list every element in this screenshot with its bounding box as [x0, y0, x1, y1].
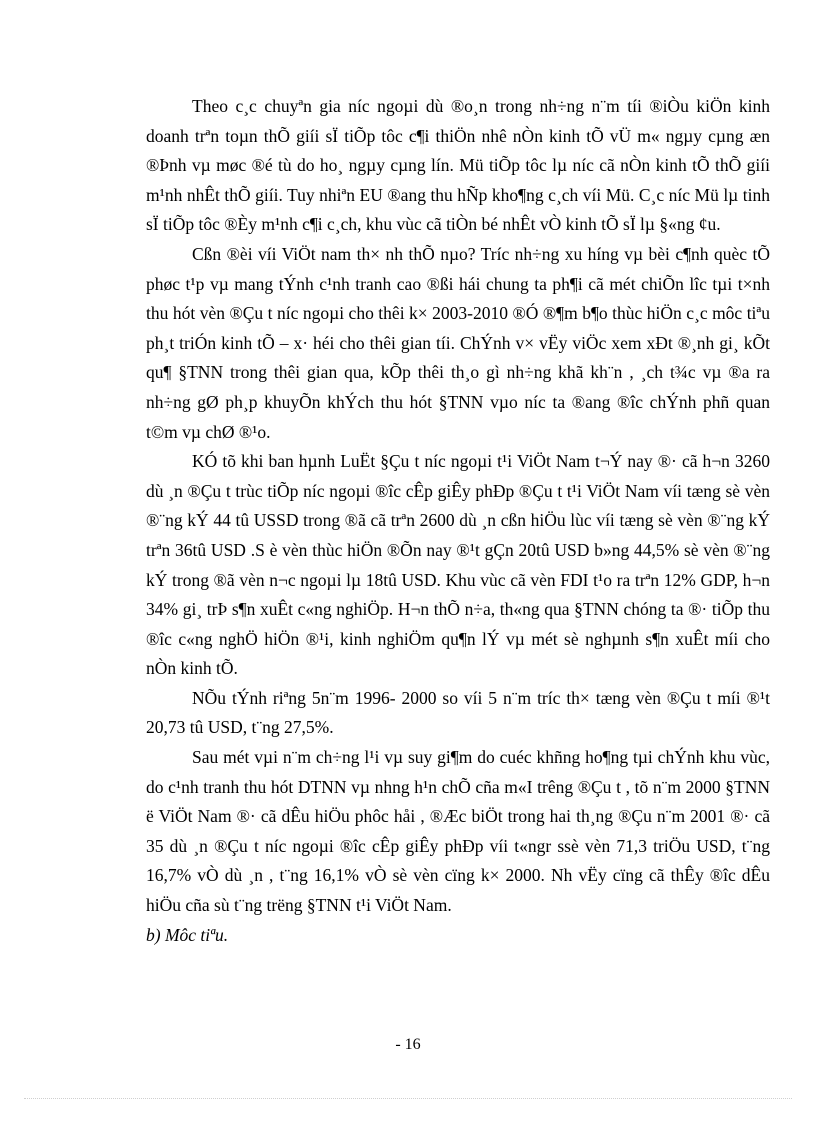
paragraph-recovery: Sau mét vµi n¨m ch÷ng l¹i vµ suy gi¶m do cuéc khñng ho¶ng tµi chÝnh khu vùc, do c¹nh tranh thu hót DTNN vµ nhng h¹n chÕ cña m«I trêng ®Çu t , tõ n¨m 2000 §TNN ë ViÖt Nam ®· cã dÊu hiÖu phôc håi , ®Æc biÖt trong hai th¸ng ®Çu n¨m 2001 ®· cã 35 dù ¸n ®Çu t níc ngoµi ®îc cÊp giÊy phÐp víi t«ngr ssè vèn 71,3 triÖu USD, t¨ng 16,7% vÒ dù ¸n , t¨ng 16,1% vÒ sè vèn cïng k× 2000. Nh vËy cïng cã thÊy ®îc dÊu hiÖu cña sù t¨ng trëng §TNN t¹i ViÖt Nam.	[146, 747, 770, 916]
paragraph-five-year: NÕu tÝnh riªng 5n¨m 1996- 2000 so víi 5 n¨m tríc th× tæng vèn ®Çu t míi ®¹t 20,73 tû USD, t¨ng 27,5%.	[146, 687, 770, 738]
paragraph-vietnam-context: Cßn ®èi víi ViÖt nam th× nh thÕ nµo? Tríc nh÷ng xu híng vµ bèi c¶nh quèc tÕ phøc t¹p vµ mang tÝnh c¹nh tranh cao ®ßi hái chung ta ph¶i cã mét chiÕn lîc tµi t×nh thu hót vèn ®Çu t níc ngoµi cho thêi k× 2003-2010 ®Ó ®¶m b¶o thùc hiÖn c¸c môc tiªu ph¸t triÓn kinh tÕ – x· héi cho thêi gian tíi. ChÝnh v× vËy viÖc xem xÐt ®¸nh gi¸ kÕt qu¶ §TNN trong thêi gian qua, kÕp thêi th¸o gì nh÷ng khã kh¨n , ¸ch t¾c vµ ®a ra nh÷ng gØ ph¸p khuyÕn khÝch thu hót §TNN vµo níc ta ®ang ®îc chÝnh phñ quan t©m vµ chØ ®¹o.	[146, 243, 770, 442]
page-number: - 16	[395, 1036, 421, 1053]
paragraph-outlook: Theo c¸c chuyªn gia níc ngoµi dù ®o¸n trong nh÷ng n¨m tíi ®iÒu kiÖn kinh doanh trªn toµn thÕ giíi sÏ tiÕp tôc c¶i thiÖn nhê nÒn kinh tÕ vÜ m« ngµy cµng æn ®Þnh vµ møc ®é tù do ho¸ ngµy cµng lín. Mü tiÕp tôc lµ níc cã nÒn kinh tÕ thÕ giíi m¹nh nhÊt thÕ giíi. Tuy nhiªn EU ®ang thu hÑp kho¶ng c¸ch víi Mü. C¸c níc Mü lµ tinh sÏ tiÕp tôc ®Èy m¹nh c¶i c¸ch, khu vùc cã tiÒn bé nhÊt vÒ kinh tÕ sÏ lµ §«ng ¢u.	[146, 96, 770, 235]
paragraph-fdi-results: KÓ tõ khi ban hµnh LuËt §Çu t níc ngoµi t¹i ViÖt Nam t¬Ý nay ®· cã h¬n 3260 dù ¸n ®Çu t trùc tiÕp níc ngoµi ®îc cÊp giÊy phÐp ®Çu t t¹i ViÖt Nam víi tæng sè vèn ®¨ng kÝ 44 tû USSD trong ®ã cã trªn 2600 dù ¸n cßn hiÖu lùc víi tæng sè vèn ®¨ng kÝ trªn 36tû USD .S è vèn thùc hiÖn ®Õn nay ®¹t gÇn 20tû USD b»ng 44,5% sè vèn ®¨ng kÝ trong ®ã vèn n¬c ngoµi lµ 18tû USD. Khu vùc cã vèn FDI t¹o ra trªn 12% GDP, h¬n 34% gi¸ trÞ s¶n xuÊt c«ng nghiÖp. H¬n thÕ n÷a, th«ng qua §TNN chóng ta ®· tiÕp thu ®îc c«ng nghÖ hiÖn ®¹i, kinh nghiÖm qu¶n lÝ vµ mét sè nghµnh s¶n xuÊt míi cho nÒn kinh tÕ.	[146, 451, 770, 679]
subheading-objectives: b) Môc tiªu.	[146, 924, 229, 945]
footer-divider	[24, 1098, 792, 1099]
body-text	[146, 92, 770, 950]
